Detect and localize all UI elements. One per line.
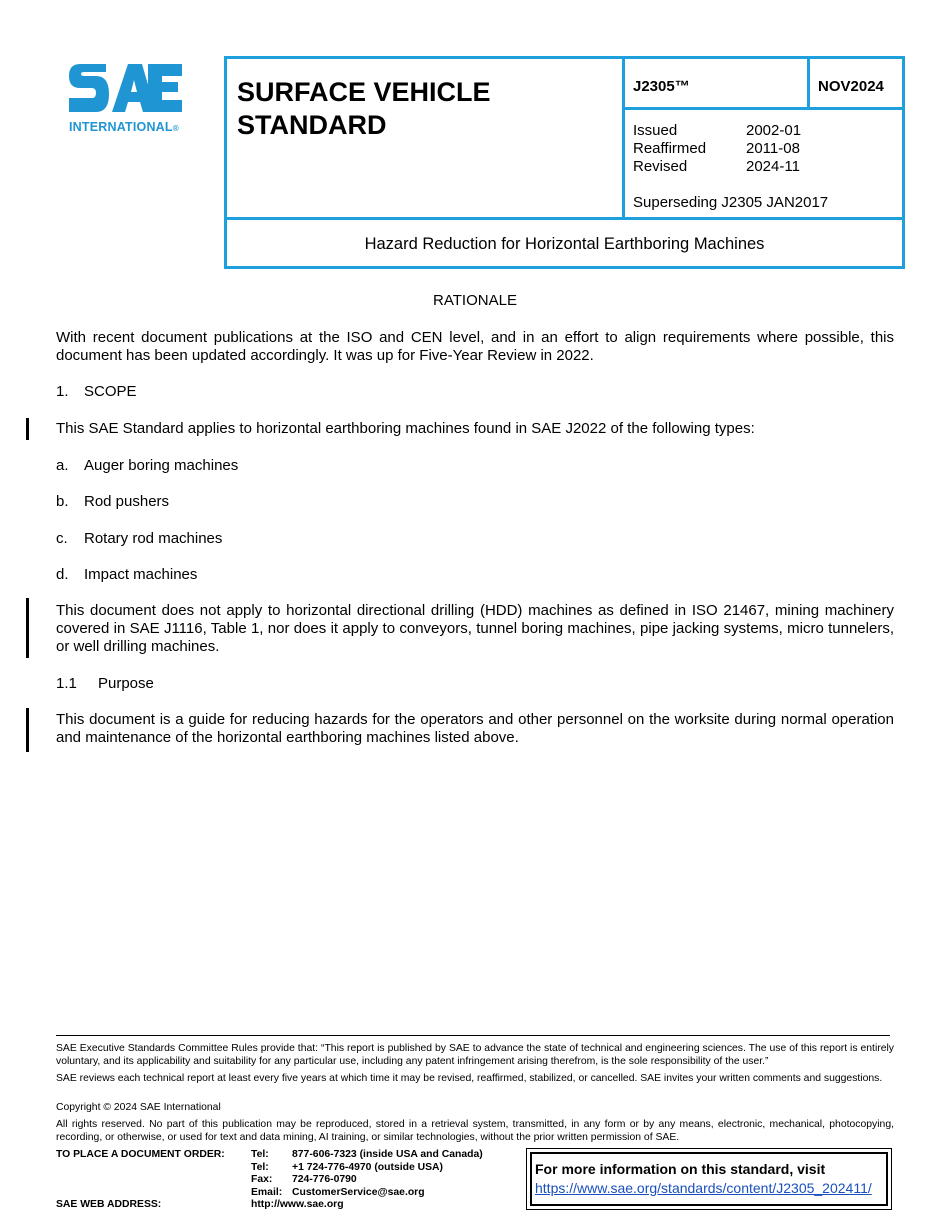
registered-mark: ® bbox=[172, 124, 179, 133]
contact-email[interactable]: CustomerService@sae.org bbox=[292, 1187, 425, 1198]
superseding-note: Superseding J2305 JAN2017 bbox=[633, 194, 829, 211]
document-title: Hazard Reduction for Horizontal Earthboring Machines bbox=[364, 235, 765, 253]
contact-label: Tel: bbox=[251, 1149, 269, 1160]
list-item-letter: a. bbox=[56, 457, 69, 474]
list-item-text: Rod pushers bbox=[84, 493, 170, 510]
sae-logo bbox=[66, 60, 191, 140]
standard-info-link[interactable]: https://www.sae.org/standards/content/J2305_202411/ bbox=[535, 1180, 872, 1196]
info-heading: For more information on this standard, visit bbox=[535, 1161, 826, 1177]
header-divider-title bbox=[227, 217, 905, 220]
scope-number: 1. bbox=[56, 383, 69, 400]
list-item-text: Auger boring machines bbox=[84, 457, 239, 474]
standard-type bbox=[237, 76, 491, 142]
purpose-text: This document is a guide for reducing hazards for the operators and other personnel on the worksite during normal operation and maintenance of the horizontal earthboring machines listed above. bbox=[56, 711, 894, 746]
sae-logo-mark bbox=[66, 60, 184, 118]
history-value-revised: 2024-11 bbox=[746, 158, 800, 175]
contact-tel-international: +1 724-776-4970 (outside USA) bbox=[292, 1162, 444, 1173]
change-bar bbox=[26, 598, 29, 658]
web-address-link[interactable]: http://www.sae.org bbox=[251, 1199, 344, 1210]
footer-rights-text: All rights reserved. No part of this publication may be reproduced, stored in a retrieval system, transmitted, in any form or by any means, electronic, mechanical, photocopying, recording, or otherwise, or used for text and data mining, AI training, or similar technologies, without the prior written permission of SAE. bbox=[56, 1119, 894, 1143]
list-item-text: Rotary rod machines bbox=[84, 530, 223, 547]
list-item-letter: d. bbox=[56, 566, 69, 583]
header-divider-vertical bbox=[622, 59, 625, 217]
change-bar bbox=[26, 708, 29, 752]
exclusion-text: This document does not apply to horizontal directional drilling (HDD) machines as defined in ISO 21467, mining machinery covered in SAE J1116, Table 1, nor does it apply to conveyors, tunnel boring machines, pipe jacking systems, micro tunnelers, or well drilling machines. bbox=[56, 602, 894, 655]
list-item-letter: c. bbox=[56, 530, 68, 547]
contact-label: Fax: bbox=[251, 1174, 273, 1185]
footer-rules-text: SAE Executive Standards Committee Rules provide that: “This report is published by SAE to advance the state of technical and engineering sciences. The use of this report is entirely voluntary, and its applicability and suitability for any particular use, including any patent infringement arising therefrom, is the sole responsibility of the user.” bbox=[56, 1043, 894, 1067]
list-item-text: Impact machines bbox=[84, 566, 198, 583]
contact-fax: 724-776-0790 bbox=[292, 1174, 357, 1185]
document-date: NOV2024 bbox=[818, 78, 884, 95]
rationale-text: With recent document publications at the ISO and CEN level, and in an effort to align requirements where possible, this document has been updated accordingly. It was up for Five-Year Review in 2022. bbox=[56, 329, 894, 364]
header-divider-date bbox=[807, 59, 810, 110]
list-item-letter: b. bbox=[56, 493, 69, 510]
scope-heading: SCOPE bbox=[84, 383, 137, 400]
rationale-heading: RATIONALE bbox=[433, 292, 517, 309]
contact-tel-domestic: 877-606-7323 (inside USA and Canada) bbox=[292, 1149, 483, 1160]
history-label-reaffirmed: Reaffirmed bbox=[633, 140, 707, 157]
footer-rule bbox=[56, 1035, 890, 1036]
contact-label: Tel: bbox=[251, 1162, 269, 1173]
standard-type-line2: STANDARD bbox=[237, 110, 387, 140]
footer-copyright: Copyright © 2024 SAE International bbox=[56, 1102, 221, 1113]
history-value-reaffirmed: 2011-08 bbox=[746, 140, 800, 157]
order-label: TO PLACE A DOCUMENT ORDER: bbox=[56, 1149, 225, 1160]
web-label: SAE WEB ADDRESS: bbox=[56, 1199, 162, 1210]
history-label-issued: Issued bbox=[633, 122, 678, 139]
standard-type-line1: SURFACE VEHICLE bbox=[237, 77, 491, 107]
purpose-heading: Purpose bbox=[98, 675, 154, 692]
purpose-number: 1.1 bbox=[56, 675, 77, 692]
history-label-revised: Revised bbox=[633, 158, 688, 175]
document-number: J2305™ bbox=[633, 78, 690, 95]
info-box bbox=[526, 1148, 892, 1210]
footer-review-text: SAE reviews each technical report at least every five years at which time it may be revised, reaffirmed, stabilized, or cancelled. SAE invites your written comments and suggestions. bbox=[56, 1073, 883, 1084]
logo-subtitle: INTERNATIONAL® bbox=[69, 120, 179, 134]
scope-text: This SAE Standard applies to horizontal earthboring machines found in SAE J2022 of the following types: bbox=[56, 420, 755, 437]
history-value-issued: 2002-01 bbox=[746, 122, 802, 139]
change-bar bbox=[26, 418, 29, 440]
header-divider-number bbox=[622, 107, 905, 110]
contact-label: Email: bbox=[251, 1187, 283, 1198]
